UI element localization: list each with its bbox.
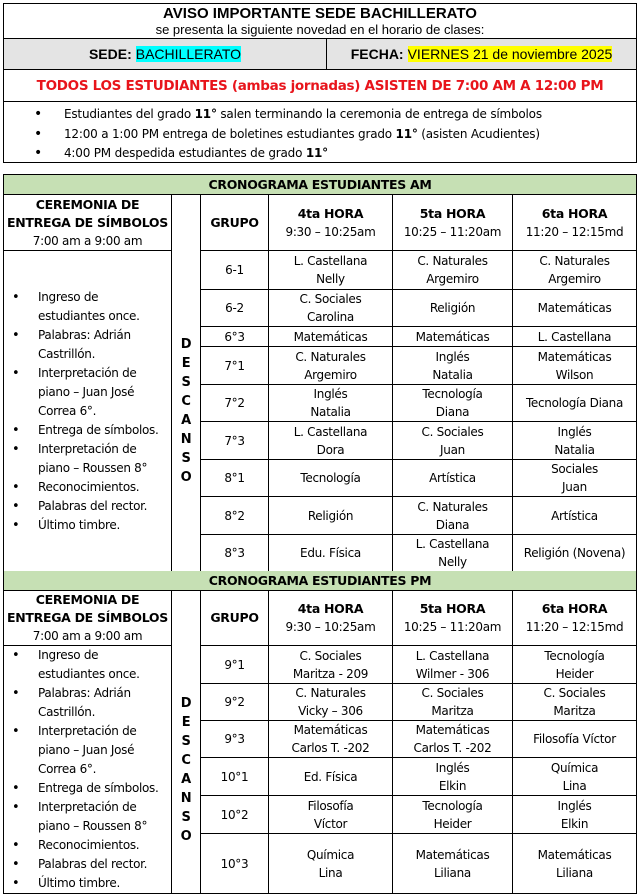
am-subject-cell xyxy=(513,497,637,535)
subject-line: C. Naturales xyxy=(295,686,366,700)
ceremony-program-list xyxy=(4,288,159,535)
subject-line: C. Naturales xyxy=(417,254,488,268)
group-name: 9°2 xyxy=(224,695,245,709)
subject-line: C. Sociales xyxy=(543,686,606,700)
descanso-letter: S xyxy=(181,809,191,825)
ceremony-item: Castrillón. xyxy=(38,346,96,361)
am-subject-cell xyxy=(513,535,637,572)
pm-subject-cell xyxy=(393,834,513,894)
am-subject-cell xyxy=(513,460,637,497)
grupo-label: GRUPO xyxy=(210,214,259,230)
subject-line: Natalia xyxy=(554,442,595,457)
group-name: 9°3 xyxy=(224,732,245,746)
sede-field xyxy=(4,39,326,69)
subject-line: Religión xyxy=(307,508,354,523)
am-subject-cell xyxy=(269,251,393,290)
am-ceremony-header xyxy=(4,195,172,251)
pm-subject-cell xyxy=(513,684,637,721)
am-subject-cell xyxy=(269,497,393,535)
subject-line: Inglés xyxy=(313,387,348,401)
pm-subject-cell xyxy=(393,646,513,684)
subject-line: L. Castellana xyxy=(537,329,612,344)
descanso-letter: D xyxy=(180,337,192,352)
am-group-cell xyxy=(201,535,269,572)
subject-line: C. Naturales xyxy=(539,254,610,268)
subject-line: Carlos T. -202 xyxy=(413,741,492,755)
ceremony-item: • Último timbre. xyxy=(12,874,159,893)
group-name: 10°2 xyxy=(220,807,249,822)
subject-line: Filosofía Víctor xyxy=(533,732,616,746)
fecha-field xyxy=(327,39,636,69)
am-subject-cell xyxy=(393,497,513,535)
subject-line: Tecnología Diana xyxy=(525,396,624,410)
ceremony-item: estudiantes once. xyxy=(38,667,140,681)
hour-time: 11:20 – 12:15md xyxy=(525,620,624,634)
notice-bullet: • 12:00 a 1:00 PM entrega de boletines estudiantes grado 11° (asisten Acudientes) xyxy=(34,125,634,145)
am-descanso-column xyxy=(172,195,201,572)
group-name: 7°2 xyxy=(224,396,245,410)
notice-bullet: • Estudiantes del grado 11° salen terminando la ceremonia de entrega de símbolos xyxy=(34,105,634,125)
descanso-letter: N xyxy=(180,432,192,447)
subject-line: Argemiro xyxy=(304,367,357,382)
ceremony-item: Correa 6°. xyxy=(38,403,97,418)
am-section-header: CRONOGRAMA ESTUDIANTES AM xyxy=(4,175,637,195)
subject-line: Matemáticas xyxy=(415,847,490,862)
am-subject-cell xyxy=(513,422,637,460)
ceremony-item: • Interpretación de xyxy=(12,722,159,741)
ceremony-item: • Reconocimientos. xyxy=(12,478,159,497)
ceremony-program-list xyxy=(4,646,159,893)
am-subject-cell xyxy=(269,385,393,422)
subject-line: Víctor xyxy=(313,816,348,831)
notice-bullet-list xyxy=(34,105,634,164)
pm-group-cell xyxy=(201,721,269,758)
am-subject-cell xyxy=(393,460,513,497)
pm-section-header: CRONOGRAMA ESTUDIANTES PM xyxy=(4,571,637,591)
hour-label: 6ta HORA xyxy=(541,601,608,616)
hour-label: 5ta HORA xyxy=(419,205,486,221)
subject-line: Maritza xyxy=(553,704,596,718)
ceremony-time: 7:00 am a 9:00 am xyxy=(32,629,143,643)
group-name: 8°3 xyxy=(224,546,245,560)
pm-group-cell xyxy=(201,796,269,834)
pm-hour-header-5 xyxy=(393,591,513,646)
am-subject-cell xyxy=(393,535,513,572)
notice-box xyxy=(3,3,637,163)
sede-label: SEDE: xyxy=(88,46,132,62)
subject-line: Inglés xyxy=(435,349,470,364)
hour-time: 10:25 – 11:20am xyxy=(403,620,502,634)
am-ceremony-program xyxy=(4,251,172,572)
descanso-letters xyxy=(181,694,192,846)
pm-group-cell xyxy=(201,758,269,796)
descanso-letter: E xyxy=(181,356,191,371)
subject-line: Inglés xyxy=(557,424,592,439)
pm-subject-cell xyxy=(513,646,637,684)
subject-line: Elkin xyxy=(560,816,589,831)
pm-subject-cell xyxy=(393,796,513,834)
ceremony-item: • Palabras: Adrián xyxy=(12,326,159,345)
ceremony-item: • Palabras del rector. xyxy=(12,855,159,874)
am-hour-header-6 xyxy=(513,195,637,251)
hour-label: 6ta HORA xyxy=(541,205,608,221)
am-grupo-header xyxy=(201,195,269,251)
subject-line: Elkin xyxy=(438,778,467,793)
pm-ceremony-program xyxy=(4,646,172,894)
subject-line: Artística xyxy=(429,471,476,485)
am-subject-cell xyxy=(393,385,513,422)
subject-line: Diana xyxy=(435,405,470,419)
subject-line: Edu. Física xyxy=(300,546,361,560)
pm-subject-cell xyxy=(269,758,393,796)
subject-line: Nelly xyxy=(316,272,345,286)
descanso-letter: C xyxy=(181,394,191,409)
subject-line: Natalia xyxy=(310,405,351,419)
subject-line: Wilson xyxy=(555,367,594,382)
am-subject-cell xyxy=(513,327,637,347)
descanso-letter: S xyxy=(181,451,191,466)
subject-line: Nelly xyxy=(438,555,467,569)
subject-line: Lina xyxy=(318,865,343,880)
am-subject-cell xyxy=(393,290,513,327)
ceremony-item: piano – Juan José xyxy=(38,743,135,757)
hour-time: 10:25 – 11:20am xyxy=(403,224,502,239)
subject-line: Filosofía xyxy=(307,798,354,813)
subject-line: C. Sociales xyxy=(299,292,362,306)
am-subject-cell xyxy=(393,422,513,460)
subject-line: Carolina xyxy=(307,310,354,324)
pm-subject-cell xyxy=(269,834,393,894)
attendance-notice: TODOS LOS ESTUDIANTES (ambas jornadas) ASISTEN DE 7:00 AM A 12:00 PM xyxy=(4,70,636,102)
group-name: 9°1 xyxy=(224,657,245,672)
ceremony-title-line: ENTREGA DE SÍMBOLOS xyxy=(7,610,168,625)
subject-line: C. Naturales xyxy=(295,349,366,364)
pm-group-cell xyxy=(201,646,269,684)
subject-line: Carlos T. -202 xyxy=(291,741,370,755)
pm-subject-cell xyxy=(269,646,393,684)
pm-subject-cell xyxy=(269,796,393,834)
am-group-cell xyxy=(201,422,269,460)
ceremony-item: Castrillón. xyxy=(38,705,96,719)
am-subject-cell xyxy=(269,460,393,497)
ceremony-item: piano – Roussen 8° xyxy=(38,460,148,475)
descanso-letter: A xyxy=(181,413,191,428)
am-hour-header-5 xyxy=(393,195,513,251)
pm-grupo-header xyxy=(201,591,269,646)
pm-subject-cell xyxy=(513,834,637,894)
subject-line: Matemáticas xyxy=(537,349,612,364)
subject-line: Religión (Novena) xyxy=(523,546,626,560)
subject-line: L. Castellana xyxy=(293,424,368,439)
pm-subject-cell xyxy=(393,721,513,758)
am-group-cell xyxy=(201,385,269,422)
subject-line: Tecnología xyxy=(422,387,483,401)
am-group-cell xyxy=(201,251,269,290)
hour-time: 9:30 – 10:25am xyxy=(285,620,376,634)
subject-line: Wilmer - 306 xyxy=(415,666,490,681)
grupo-label: GRUPO xyxy=(210,610,259,625)
am-subject-cell xyxy=(269,347,393,385)
schedule-table xyxy=(3,174,637,894)
subject-line: Matemáticas xyxy=(537,847,612,862)
ceremony-item: • Interpretación de xyxy=(12,364,159,383)
subject-line: Maritza - 209 xyxy=(292,666,369,681)
subject-line: Matemáticas xyxy=(415,723,490,737)
am-group-cell xyxy=(201,290,269,327)
am-subject-cell xyxy=(269,535,393,572)
am-subject-cell xyxy=(393,347,513,385)
subject-line: Liliana xyxy=(556,865,593,880)
subject-line: Heider xyxy=(555,666,594,681)
group-name: 8°2 xyxy=(224,508,245,523)
subject-line: Heider xyxy=(433,816,472,831)
subject-line: Sociales xyxy=(551,462,598,476)
descanso-letter: A xyxy=(181,771,191,787)
ceremony-time: 7:00 am a 9:00 am xyxy=(32,233,143,248)
pm-hour-header-4 xyxy=(269,591,393,646)
subject-line: Matemáticas xyxy=(293,329,368,344)
ceremony-item: • Ingreso de xyxy=(12,646,159,665)
subject-line: Matemáticas xyxy=(537,301,612,315)
subject-line: Religión xyxy=(429,301,476,315)
descanso-letter: S xyxy=(181,375,191,390)
pm-hour-header-6 xyxy=(513,591,637,646)
pm-ceremony-header xyxy=(4,591,172,646)
group-name: 6-2 xyxy=(225,301,244,315)
group-name: 6-1 xyxy=(225,263,244,277)
group-name: 7°1 xyxy=(224,358,245,373)
am-subject-cell xyxy=(269,327,393,347)
pm-subject-cell xyxy=(269,684,393,721)
subject-line: Química xyxy=(550,760,599,775)
pm-subject-cell xyxy=(393,684,513,721)
group-name: 7°3 xyxy=(224,433,245,448)
subject-line: Tecnología xyxy=(422,798,483,813)
group-name: 6°3 xyxy=(224,329,245,344)
am-subject-cell xyxy=(513,251,637,290)
subject-line: Inglés xyxy=(435,760,470,775)
pm-group-cell xyxy=(201,684,269,721)
subject-line: Natalia xyxy=(432,367,473,382)
sede-fecha-band xyxy=(4,38,636,70)
ceremony-item: • Entrega de símbolos. xyxy=(12,779,159,798)
am-subject-cell xyxy=(393,251,513,290)
hour-time: 9:30 – 10:25am xyxy=(285,224,376,239)
subject-line: Artística xyxy=(551,508,598,523)
pm-subject-cell xyxy=(513,758,637,796)
pm-subject-cell xyxy=(393,758,513,796)
descanso-letter: N xyxy=(180,790,192,806)
subject-line: Maritza xyxy=(431,704,474,718)
pm-descanso-column xyxy=(172,591,201,894)
ceremony-item: piano – Juan José xyxy=(38,384,135,399)
subject-line: Ed. Física xyxy=(303,769,358,784)
descanso-letter: D xyxy=(180,695,192,711)
subject-line: L. Castellana xyxy=(293,254,368,268)
group-name: 8°1 xyxy=(224,471,245,485)
subject-line: Liliana xyxy=(434,865,471,880)
subject-line: Tecnología xyxy=(300,471,361,485)
descanso-letter: O xyxy=(180,470,192,485)
am-subject-cell xyxy=(269,422,393,460)
subject-line: Juan xyxy=(440,442,465,457)
am-group-cell xyxy=(201,460,269,497)
hour-label: 4ta HORA xyxy=(297,205,364,221)
notice-bullet: • 4:00 PM despedida estudiantes de grado 11° xyxy=(34,144,634,164)
pm-subject-cell xyxy=(513,796,637,834)
ceremony-item: • Palabras del rector. xyxy=(12,497,159,516)
ceremony-item: piano – Roussen 8° xyxy=(38,819,148,833)
subject-line: Vicky – 306 xyxy=(298,704,363,718)
ceremony-title-line: CEREMONIA DE xyxy=(35,592,140,607)
subject-line: L. Castellana xyxy=(415,648,490,663)
ceremony-item: Correa 6°. xyxy=(38,762,97,776)
descanso-letter: E xyxy=(181,714,191,730)
pm-subject-cell xyxy=(513,721,637,758)
subject-line: C. Naturales xyxy=(417,499,488,514)
hour-label: 5ta HORA xyxy=(419,601,486,616)
ceremony-item: • Interpretación de xyxy=(12,440,159,459)
descanso-letter: S xyxy=(181,733,191,749)
subject-line: Inglés xyxy=(557,798,592,813)
subject-line: Tecnología xyxy=(544,648,605,663)
ceremony-item: • Palabras: Adrián xyxy=(12,684,159,703)
descanso-letter: C xyxy=(181,752,191,768)
ceremony-item: estudiantes once. xyxy=(38,308,140,323)
descanso-letters xyxy=(181,335,192,487)
notice-title: AVISO IMPORTANTE SEDE BACHILLERATO xyxy=(163,5,477,22)
subject-line: L. Castellana xyxy=(415,537,490,551)
pm-group-cell xyxy=(201,834,269,894)
group-name: 10°3 xyxy=(220,856,249,871)
hour-time: 11:20 – 12:15md xyxy=(525,224,624,239)
subject-line: Matemáticas xyxy=(293,723,368,737)
ceremony-item: • Último timbre. xyxy=(12,516,159,535)
subject-line: Argemiro xyxy=(548,272,601,286)
am-subject-cell xyxy=(393,327,513,347)
sede-value: BACHILLERATO xyxy=(135,46,242,62)
ceremony-item: • Interpretación de xyxy=(12,798,159,817)
am-group-cell xyxy=(201,497,269,535)
subject-line: Juan xyxy=(562,480,587,494)
am-subject-cell xyxy=(269,290,393,327)
am-subject-cell xyxy=(513,290,637,327)
am-subject-cell xyxy=(513,385,637,422)
subject-line: Diana xyxy=(435,517,470,532)
am-hour-header-4 xyxy=(269,195,393,251)
pm-subject-cell xyxy=(269,721,393,758)
subject-line: Matemáticas xyxy=(415,329,490,344)
subject-line: C. Sociales xyxy=(299,648,362,663)
am-subject-cell xyxy=(513,347,637,385)
fecha-label: FECHA: xyxy=(350,46,404,62)
fecha-value: VIERNES 21 de noviembre 2025 xyxy=(407,46,613,62)
group-name: 10°1 xyxy=(220,769,249,784)
ceremony-title-line: CEREMONIA DE xyxy=(35,196,140,212)
subject-line: C. Sociales xyxy=(421,424,484,439)
descanso-letter: O xyxy=(180,828,192,844)
subject-line: C. Sociales xyxy=(421,686,484,700)
hour-label: 4ta HORA xyxy=(297,601,364,616)
ceremony-item: • Ingreso de xyxy=(12,288,159,307)
notice-subtitle: se presenta la siguiente novedad en el horario de clases: xyxy=(155,22,485,37)
subject-line: Química xyxy=(306,847,355,862)
am-group-cell xyxy=(201,327,269,347)
ceremony-item: • Entrega de símbolos. xyxy=(12,421,159,440)
ceremony-title-line: ENTREGA DE SÍMBOLOS xyxy=(7,214,168,230)
subject-line: Argemiro xyxy=(426,272,479,286)
subject-line: Lina xyxy=(562,778,587,793)
am-group-cell xyxy=(201,347,269,385)
subject-line: Dora xyxy=(316,442,345,457)
ceremony-item: • Reconocimientos. xyxy=(12,836,159,855)
